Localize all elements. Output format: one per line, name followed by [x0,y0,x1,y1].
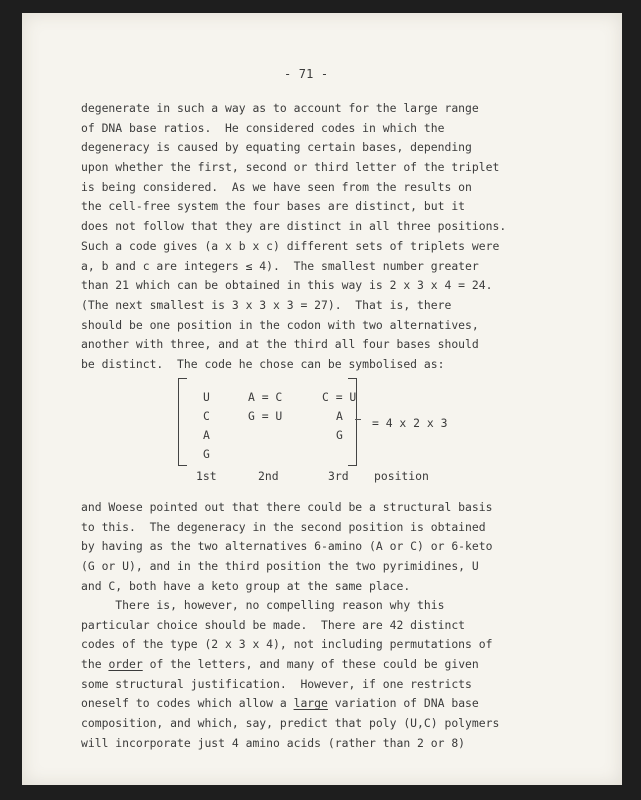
text-line: does not follow that they are distinct in all three positions. [81,219,507,234]
label-2nd: 2nd [258,469,279,483]
text-line: degeneracy is caused by equating certain bases, depending [81,140,472,155]
third-position-group: A [336,409,343,423]
text-line: and C, both have a keto group at the same place. [81,578,411,593]
third-position-group: C = U [322,390,357,404]
first-position-base: A [203,428,210,442]
text-line: (The next smallest is 3 x 3 x 3 = 27). That is, there [81,297,452,312]
text-line: be distinct. The code he chose can be symbolised as: [81,356,445,371]
left-bracket [178,378,187,466]
text-line: will incorporate just 4 amino acids (rather than 2 or 8) [81,735,466,750]
second-position-group: A = C [248,390,283,404]
text-line: the cell-free system the four bases are distinct, but it [81,199,466,214]
label-3rd: 3rd [328,469,349,483]
third-position-group: G [336,428,343,442]
paragraph-3 [81,596,551,754]
text-fragment: variation of DNA base [327,696,479,711]
text-line: (G or U), and in the third position the two pyrimidines, U [81,559,479,574]
text-line [81,694,551,714]
text-line: degenerate in such a way as to account for the large range [81,101,479,115]
text-fragment: of the letters, and many of these could be given [142,657,479,672]
page-number: - 71 - [284,67,329,81]
underlined-word-large: large [293,696,328,711]
text-line: There is, however, no compelling reason why this [81,598,445,612]
text-line [81,655,551,675]
first-position-base: G [203,447,210,461]
text-line: upon whether the first, second or third letter of the triplet [81,160,500,175]
first-position-base: U [203,390,210,404]
code-diagram [170,370,500,490]
text-line: particular choice should be made. There are 42 distinct [81,617,466,632]
bracket-tick [355,419,361,420]
label-position: position [374,469,429,483]
text-line: Such a code gives (a x b x c) different sets of triplets were [81,238,500,253]
text-line: is being considered. As we have seen from the results on [81,179,472,194]
text-fragment: the [81,657,109,672]
text-line: some structural justification. However, if one restricts [81,676,472,691]
second-position-group: G = U [248,409,283,423]
text-line: to this. The degeneracy in the second position is obtained [81,519,486,534]
text-line: a, b and c are integers ≤ 4). The smallest number greater [81,258,479,273]
text-line: by having as the two alternatives 6-amino (A or C) or 6-keto [81,539,493,554]
first-position-base: C [203,409,210,423]
label-1st: 1st [196,469,217,483]
text-line: should be one position in the codon with two alternatives, [81,317,479,332]
text-line: codes of the type (2 x 3 x 4), not including permutations of [81,637,493,652]
text-line: than 21 which can be obtained in this way is 2 x 3 x 4 = 24. [81,278,493,293]
paragraph-2 [81,498,551,596]
text-line: of DNA base ratios. He considered codes in which the [81,120,445,135]
text-line: composition, and which, say, predict that poly (U,C) polymers [81,716,500,731]
paragraph-1 [81,99,551,375]
underlined-word-order: order [108,657,143,672]
text-line: another with three, and at the third all four bases should [81,337,479,352]
text-line: and Woese pointed out that there could be a structural basis [81,500,493,514]
product-result: = 4 x 2 x 3 [372,416,448,430]
text-fragment: oneself to codes which allow a [81,696,294,711]
